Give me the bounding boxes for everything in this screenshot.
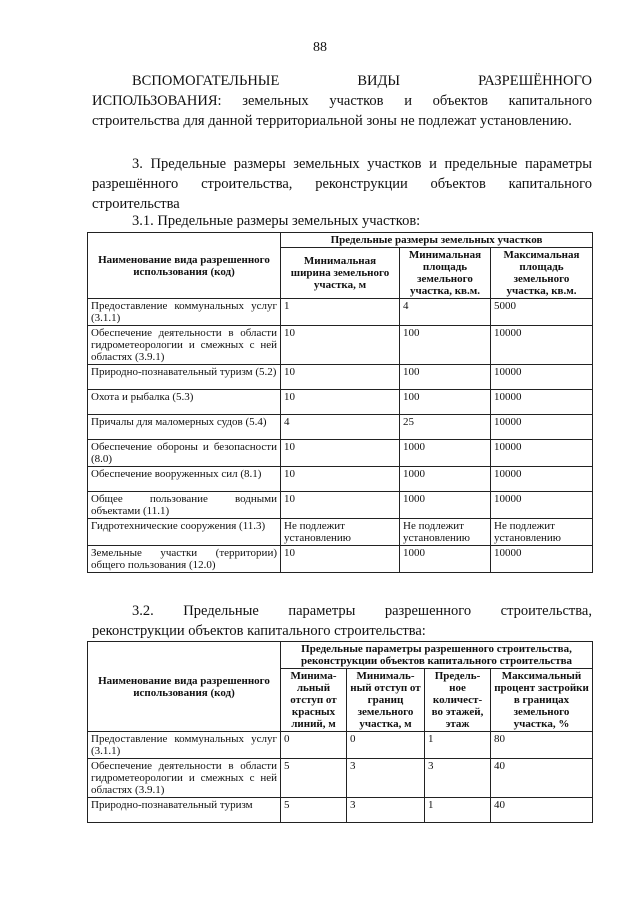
s32-word: строительства,	[500, 603, 592, 619]
value-cell: 100	[400, 365, 491, 390]
value-cell: 4	[281, 415, 400, 440]
use-type-cell: Предоставление коммунальных услуг (3.1.1)	[88, 732, 281, 759]
value-cell: 10000	[491, 492, 593, 519]
t2-col-header: Минималь-ный отступ от границ земельного участка, м	[347, 669, 425, 732]
value-cell: Не подлежит установлению	[491, 519, 593, 546]
value-cell: 1000	[400, 467, 491, 492]
value-cell: 40	[491, 759, 593, 798]
value-cell: 1	[425, 732, 491, 759]
table-row	[88, 326, 593, 365]
value-cell: 1	[281, 299, 400, 326]
table-row	[88, 732, 593, 759]
t1-col-name-header: Наименование вида разрешенного использования (код)	[88, 233, 281, 299]
use-type-cell: Природно-познавательный туризм	[88, 798, 281, 823]
aux-line-2: ИСПОЛЬЗОВАНИЯ: земельных участков и объектов капитального	[92, 93, 592, 109]
value-cell: 5	[281, 759, 347, 798]
aux-word-2: ВИДЫ	[357, 73, 401, 89]
section-3-line-3: строительства	[92, 196, 180, 212]
t2-group-header: Предельные параметры разрешенного строительства, реконструкции объектов капитального строительства	[281, 642, 593, 669]
section-3-2-line-2: реконструкции объектов капитального строительства:	[92, 623, 426, 639]
value-cell: 10000	[491, 390, 593, 415]
value-cell: 10	[281, 365, 400, 390]
value-cell: 10	[281, 390, 400, 415]
t1-col-header: Минимальная площадь земельного участка, кв.м.	[400, 248, 491, 299]
value-cell: 0	[347, 732, 425, 759]
value-cell: 10	[281, 467, 400, 492]
value-cell: 10000	[491, 365, 593, 390]
value-cell: 4	[400, 299, 491, 326]
use-type-cell: Охота и рыбалка (5.3)	[88, 390, 281, 415]
value-cell: 3	[347, 759, 425, 798]
value-cell: 40	[491, 798, 593, 823]
value-cell: 5	[281, 798, 347, 823]
use-type-cell: Обеспечение деятельности в области гидрометеорологии и смежных с ней областях (3.9.1)	[88, 326, 281, 365]
value-cell: Не подлежит установлению	[281, 519, 400, 546]
aux-word-1: ВСПОМОГАТЕЛЬНЫЕ	[132, 73, 280, 89]
use-type-cell: Общее пользование водными объектами (11.1)	[88, 492, 281, 519]
t1-group-header: Предельные размеры земельных участков	[281, 233, 593, 248]
value-cell: 25	[400, 415, 491, 440]
table-row	[88, 299, 593, 326]
t2-col-header: Минима-льный отступ от красных линий, м	[281, 669, 347, 732]
section-3-line-1: 3. Предельные размеры земельных участков и предельные параметры	[132, 156, 592, 172]
table-row	[88, 519, 593, 546]
s32-word: разрешенного	[384, 603, 472, 619]
table-row	[88, 415, 593, 440]
value-cell: Не подлежит установлению	[400, 519, 491, 546]
s32-word: Предельные	[183, 603, 259, 619]
value-cell: 10	[281, 546, 400, 573]
value-cell: 10000	[491, 415, 593, 440]
section-3-line-2: разрешённого строительства, реконструкции объектов капитального	[92, 176, 592, 192]
s32-word: параметры	[288, 603, 356, 619]
table-row	[88, 798, 593, 823]
use-type-cell: Обеспечение деятельности в области гидрометеорологии и смежных с ней областях (3.9.1)	[88, 759, 281, 798]
value-cell: 10	[281, 440, 400, 467]
section-3-1-title: 3.1. Предельные размеры земельных участков:	[132, 213, 421, 229]
value-cell: 100	[400, 390, 491, 415]
value-cell: 10	[281, 492, 400, 519]
use-type-cell: Предоставление коммунальных услуг (3.1.1)	[88, 299, 281, 326]
value-cell: 100	[400, 326, 491, 365]
construction-params-table	[87, 641, 593, 823]
value-cell: 1000	[400, 440, 491, 467]
table-row	[88, 390, 593, 415]
aux-line-3: строительства для данной территориальной зоны не подлежат установлению.	[92, 113, 572, 129]
value-cell: 10000	[491, 440, 593, 467]
s32-word: 3.2.	[132, 603, 154, 619]
use-type-cell: Земельные участки (территории) общего пользования (12.0)	[88, 546, 281, 573]
value-cell: 1	[425, 798, 491, 823]
table-row	[88, 546, 593, 573]
table-row	[88, 440, 593, 467]
value-cell: 10000	[491, 326, 593, 365]
value-cell: 3	[347, 798, 425, 823]
table-row	[88, 759, 593, 798]
value-cell: 10000	[491, 467, 593, 492]
t2-col-header: Предель-ное количест-во этажей, этаж	[425, 669, 491, 732]
value-cell: 80	[491, 732, 593, 759]
value-cell: 3	[425, 759, 491, 798]
aux-uses-heading	[92, 71, 592, 131]
t1-col-header: Минимальная ширина земельного участка, м	[281, 248, 400, 299]
value-cell: 10000	[491, 546, 593, 573]
use-type-cell: Природно-познавательный туризм (5.2)	[88, 365, 281, 390]
t1-col-header: Максимальная площадь земельного участка, кв.м.	[491, 248, 593, 299]
page-number: 88	[313, 40, 327, 55]
value-cell: 1000	[400, 546, 491, 573]
t2-col-name-header: Наименование вида разрешенного использования (код)	[88, 642, 281, 732]
use-type-cell: Обеспечение вооруженных сил (8.1)	[88, 467, 281, 492]
value-cell: 5000	[491, 299, 593, 326]
use-type-cell: Гидротехнические сооружения (11.3)	[88, 519, 281, 546]
value-cell: 10	[281, 326, 400, 365]
table-row	[88, 492, 593, 519]
use-type-cell: Обеспечение обороны и безопасности (8.0)	[88, 440, 281, 467]
section-3-2-heading	[92, 601, 592, 641]
value-cell: 0	[281, 732, 347, 759]
t2-col-header: Максимальный процент застройки в границах земельного участка, %	[491, 669, 593, 732]
section-3-heading	[92, 154, 592, 214]
use-type-cell: Причалы для маломерных судов (5.4)	[88, 415, 281, 440]
value-cell: 1000	[400, 492, 491, 519]
aux-word-3: РАЗРЕШЁННОГО	[478, 73, 592, 89]
table-row	[88, 365, 593, 390]
table-row	[88, 467, 593, 492]
land-plot-size-table	[87, 232, 593, 573]
